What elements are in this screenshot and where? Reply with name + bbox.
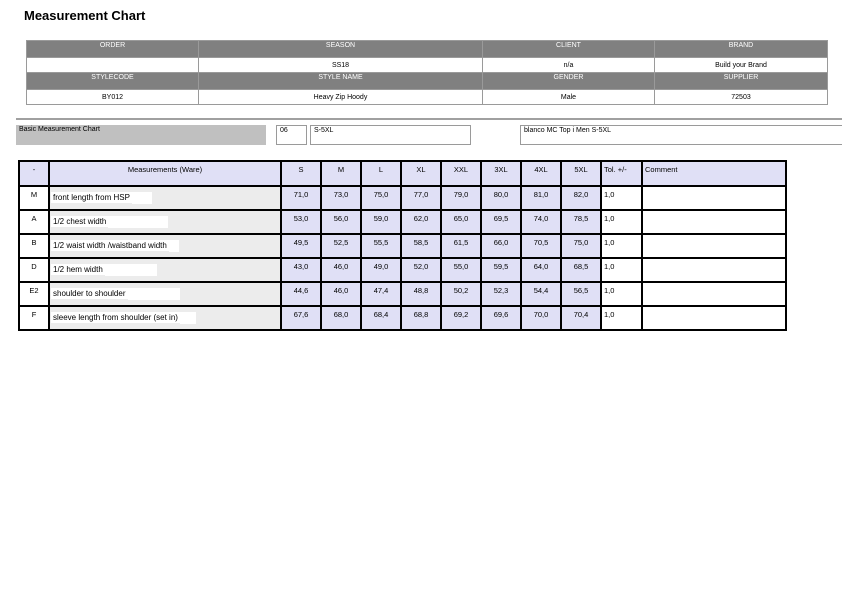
- size-value: 75,0: [561, 234, 601, 258]
- column-header: Measurements (Ware): [49, 161, 281, 186]
- measurement-description: front length from HSP: [53, 192, 130, 202]
- tolerance-value: 1,0: [601, 234, 642, 258]
- size-value: 46,0: [321, 282, 361, 306]
- description-highlight: [132, 192, 152, 204]
- size-value: 50,2: [441, 282, 481, 306]
- measurement-description: 1/2 waist width /waistband width: [53, 240, 167, 250]
- order-value: [27, 58, 199, 73]
- size-value: 70,4: [561, 306, 601, 330]
- tolerance-value: 1,0: [601, 282, 642, 306]
- comment-cell[interactable]: [642, 210, 786, 234]
- size-value: 73,0: [321, 186, 361, 210]
- description-highlight: [105, 264, 157, 276]
- size-value: 71,0: [281, 186, 321, 210]
- size-value: 66,0: [481, 234, 521, 258]
- column-header: Comment: [642, 161, 786, 186]
- style-info-table: [26, 40, 828, 105]
- size-value: 44,6: [281, 282, 321, 306]
- section-divider: [16, 118, 842, 120]
- description-highlight: [128, 288, 180, 300]
- description-highlight: [180, 312, 196, 324]
- size-value: 56,5: [561, 282, 601, 306]
- supplier-value: 72503: [655, 90, 828, 105]
- stylename-value: Heavy Zip Hoody: [199, 90, 483, 105]
- measurement-description: shoulder to shoulder: [53, 288, 126, 298]
- table-header-row: [19, 161, 786, 186]
- size-value: 49,5: [281, 234, 321, 258]
- chart-code-field: 06: [276, 125, 307, 145]
- size-value: 49,0: [361, 258, 401, 282]
- measurement-table: [18, 160, 787, 331]
- measurement-description-cell: [49, 186, 281, 210]
- measurement-code: A: [19, 210, 49, 234]
- gender-label: GENDER: [483, 73, 655, 90]
- table-row: [19, 234, 786, 258]
- order-label: ORDER: [27, 41, 199, 58]
- supplier-label: SUPPLIER: [655, 73, 828, 90]
- size-value: 78,5: [561, 210, 601, 234]
- size-value: 70,5: [521, 234, 561, 258]
- size-value: 55,5: [361, 234, 401, 258]
- size-value: 68,5: [561, 258, 601, 282]
- measurement-code: F: [19, 306, 49, 330]
- size-value: 47,4: [361, 282, 401, 306]
- comment-cell[interactable]: [642, 186, 786, 210]
- size-value: 70,0: [521, 306, 561, 330]
- size-value: 74,0: [521, 210, 561, 234]
- table-row: [19, 306, 786, 330]
- size-value: 43,0: [281, 258, 321, 282]
- size-value: 59,0: [361, 210, 401, 234]
- size-value: 64,0: [521, 258, 561, 282]
- chart-description-field: blanco MC Top i Men S-5XL: [520, 125, 842, 145]
- size-value: 54,4: [521, 282, 561, 306]
- size-value: 68,4: [361, 306, 401, 330]
- page-title: Measurement Chart: [24, 8, 146, 23]
- size-value: 68,0: [321, 306, 361, 330]
- brand-value: Build your Brand: [655, 58, 828, 73]
- season-label: SEASON: [199, 41, 483, 58]
- size-value: 77,0: [401, 186, 441, 210]
- size-value: 52,3: [481, 282, 521, 306]
- size-value: 68,8: [401, 306, 441, 330]
- size-value: 58,5: [401, 234, 441, 258]
- size-value: 67,6: [281, 306, 321, 330]
- column-header: 5XL: [561, 161, 601, 186]
- brand-label: BRAND: [655, 41, 828, 58]
- table-row: [19, 258, 786, 282]
- table-row: [19, 282, 786, 306]
- table-row: [19, 210, 786, 234]
- measurement-description-cell: [49, 258, 281, 282]
- basic-chart-label: Basic Measurement Chart: [16, 125, 266, 145]
- size-value: 79,0: [441, 186, 481, 210]
- comment-cell[interactable]: [642, 258, 786, 282]
- comment-cell[interactable]: [642, 306, 786, 330]
- table-row: [19, 186, 786, 210]
- client-value: n/a: [483, 58, 655, 73]
- measurement-code: B: [19, 234, 49, 258]
- column-header: L: [361, 161, 401, 186]
- comment-cell[interactable]: [642, 282, 786, 306]
- size-value: 48,8: [401, 282, 441, 306]
- stylecode-value: BY012: [27, 90, 199, 105]
- size-value: 75,0: [361, 186, 401, 210]
- size-value: 65,0: [441, 210, 481, 234]
- column-header: -: [19, 161, 49, 186]
- description-highlight: [169, 240, 179, 252]
- measurement-code: D: [19, 258, 49, 282]
- tolerance-value: 1,0: [601, 258, 642, 282]
- tolerance-value: 1,0: [601, 306, 642, 330]
- size-value: 69,2: [441, 306, 481, 330]
- stylecode-label: STYLECODE: [27, 73, 199, 90]
- size-value: 69,5: [481, 210, 521, 234]
- size-value: 52,5: [321, 234, 361, 258]
- comment-cell[interactable]: [642, 234, 786, 258]
- measurement-description: sleeve length from shoulder (set in): [53, 312, 178, 322]
- tolerance-value: 1,0: [601, 210, 642, 234]
- size-value: 81,0: [521, 186, 561, 210]
- season-value: SS18: [199, 58, 483, 73]
- measurement-description-cell: [49, 306, 281, 330]
- size-value: 80,0: [481, 186, 521, 210]
- measurement-description-cell: [49, 234, 281, 258]
- size-value: 46,0: [321, 258, 361, 282]
- measurement-code: E2: [19, 282, 49, 306]
- measurement-description: 1/2 hem width: [53, 264, 103, 274]
- measurement-description-cell: [49, 210, 281, 234]
- column-header: 3XL: [481, 161, 521, 186]
- measurement-description-cell: [49, 282, 281, 306]
- column-header: M: [321, 161, 361, 186]
- size-value: 53,0: [281, 210, 321, 234]
- size-value: 82,0: [561, 186, 601, 210]
- size-range-field: S-5XL: [310, 125, 471, 145]
- size-value: 52,0: [401, 258, 441, 282]
- column-header: XXL: [441, 161, 481, 186]
- stylename-label: STYLE NAME: [199, 73, 483, 90]
- size-value: 69,6: [481, 306, 521, 330]
- size-value: 62,0: [401, 210, 441, 234]
- size-value: 61,5: [441, 234, 481, 258]
- column-header: XL: [401, 161, 441, 186]
- gender-value: Male: [483, 90, 655, 105]
- measurement-description: 1/2 chest width: [53, 216, 107, 226]
- description-highlight: [108, 216, 168, 228]
- client-label: CLIENT: [483, 41, 655, 58]
- column-header: S: [281, 161, 321, 186]
- size-value: 59,5: [481, 258, 521, 282]
- tolerance-value: 1,0: [601, 186, 642, 210]
- size-value: 56,0: [321, 210, 361, 234]
- size-value: 55,0: [441, 258, 481, 282]
- measurement-code: M: [19, 186, 49, 210]
- column-header: 4XL: [521, 161, 561, 186]
- column-header: Tol. +/-: [601, 161, 642, 186]
